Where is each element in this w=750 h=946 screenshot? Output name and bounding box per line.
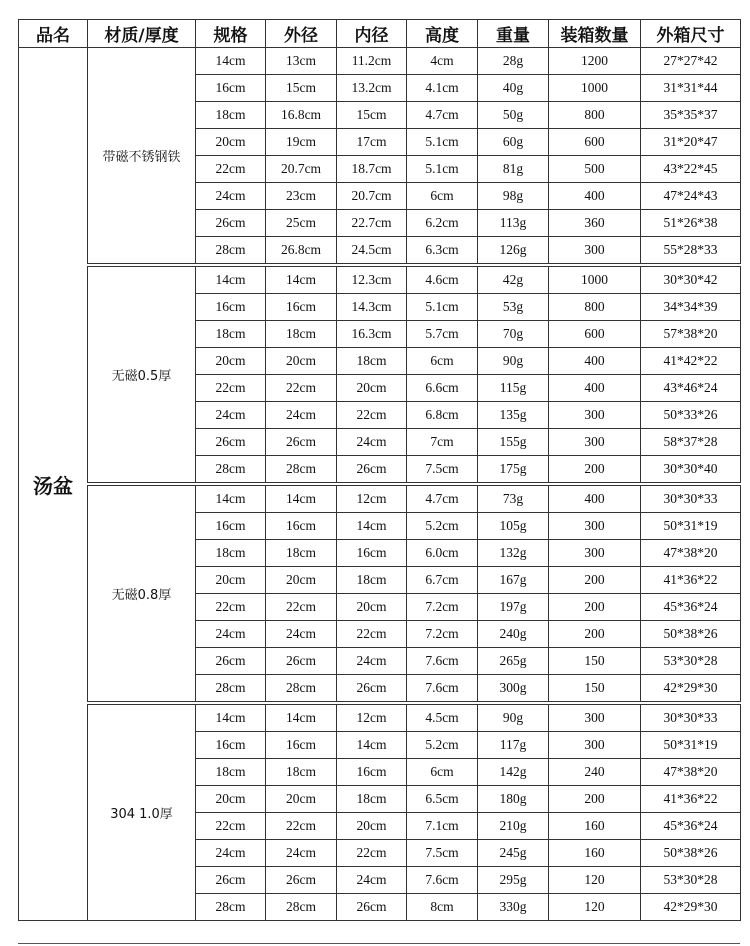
height-cell: 6.3cm	[407, 237, 478, 266]
height-cell: 5.1cm	[407, 294, 478, 321]
weight-cell: 117g	[478, 732, 549, 759]
carton-quantity-cell: 1000	[549, 75, 641, 102]
height-cell: 8cm	[407, 894, 478, 921]
carton-quantity-cell: 150	[549, 675, 641, 704]
inner-diameter-cell: 16cm	[337, 759, 407, 786]
carton-size-cell: 42*29*30	[641, 894, 741, 921]
outer-diameter-cell: 24cm	[266, 621, 337, 648]
inner-diameter-cell: 18cm	[337, 348, 407, 375]
carton-size-cell: 50*38*26	[641, 621, 741, 648]
carton-quantity-cell: 400	[549, 348, 641, 375]
carton-size-cell: 30*30*33	[641, 484, 741, 513]
carton-size-cell: 41*36*22	[641, 567, 741, 594]
carton-quantity-cell: 600	[549, 129, 641, 156]
carton-size-cell: 30*30*40	[641, 456, 741, 485]
outer-diameter-cell: 16cm	[266, 513, 337, 540]
height-cell: 6.0cm	[407, 540, 478, 567]
size-cell: 26cm	[196, 210, 266, 237]
carton-size-cell: 50*31*19	[641, 732, 741, 759]
carton-size-cell: 57*38*20	[641, 321, 741, 348]
header-carton-quantity: 装箱数量	[549, 20, 641, 48]
size-cell: 18cm	[196, 759, 266, 786]
weight-cell: 60g	[478, 129, 549, 156]
height-cell: 7.1cm	[407, 813, 478, 840]
carton-quantity-cell: 150	[549, 648, 641, 675]
carton-quantity-cell: 300	[549, 237, 641, 266]
inner-diameter-cell: 18cm	[337, 567, 407, 594]
inner-diameter-cell: 13.2cm	[337, 75, 407, 102]
outer-diameter-cell: 28cm	[266, 675, 337, 704]
header-carton-size: 外箱尺寸	[641, 20, 741, 48]
carton-size-cell: 51*26*38	[641, 210, 741, 237]
carton-size-cell: 53*30*28	[641, 867, 741, 894]
carton-quantity-cell: 200	[549, 786, 641, 813]
carton-quantity-cell: 160	[549, 840, 641, 867]
size-cell: 22cm	[196, 156, 266, 183]
inner-diameter-cell: 26cm	[337, 894, 407, 921]
carton-quantity-cell: 800	[549, 102, 641, 129]
material-cell: 304 1.0厚	[88, 703, 196, 921]
size-cell: 24cm	[196, 840, 266, 867]
table-row	[19, 265, 741, 294]
size-cell: 28cm	[196, 237, 266, 266]
weight-cell: 28g	[478, 48, 549, 75]
outer-diameter-cell: 22cm	[266, 813, 337, 840]
carton-size-cell: 27*27*42	[641, 48, 741, 75]
header-outer-diameter: 外径	[266, 20, 337, 48]
height-cell: 6.7cm	[407, 567, 478, 594]
height-cell: 7.5cm	[407, 456, 478, 485]
product-spec-table	[18, 19, 741, 921]
weight-cell: 330g	[478, 894, 549, 921]
size-cell: 28cm	[196, 675, 266, 704]
size-cell: 20cm	[196, 786, 266, 813]
outer-diameter-cell: 26cm	[266, 429, 337, 456]
carton-quantity-cell: 500	[549, 156, 641, 183]
outer-diameter-cell: 20cm	[266, 348, 337, 375]
height-cell: 7.6cm	[407, 675, 478, 704]
weight-cell: 142g	[478, 759, 549, 786]
carton-size-cell: 35*35*37	[641, 102, 741, 129]
carton-quantity-cell: 300	[549, 703, 641, 732]
carton-size-cell: 30*30*33	[641, 703, 741, 732]
size-cell: 24cm	[196, 621, 266, 648]
size-cell: 22cm	[196, 813, 266, 840]
inner-diameter-cell: 22.7cm	[337, 210, 407, 237]
inner-diameter-cell: 20cm	[337, 375, 407, 402]
outer-diameter-cell: 26.8cm	[266, 237, 337, 266]
weight-cell: 155g	[478, 429, 549, 456]
height-cell: 5.2cm	[407, 732, 478, 759]
carton-size-cell: 45*36*24	[641, 813, 741, 840]
carton-size-cell: 55*28*33	[641, 237, 741, 266]
weight-cell: 70g	[478, 321, 549, 348]
weight-cell: 50g	[478, 102, 549, 129]
carton-quantity-cell: 200	[549, 567, 641, 594]
outer-diameter-cell: 25cm	[266, 210, 337, 237]
inner-diameter-cell: 20.7cm	[337, 183, 407, 210]
header-row	[19, 20, 741, 48]
weight-cell: 73g	[478, 484, 549, 513]
carton-size-cell: 50*38*26	[641, 840, 741, 867]
outer-diameter-cell: 19cm	[266, 129, 337, 156]
outer-diameter-cell: 20.7cm	[266, 156, 337, 183]
outer-diameter-cell: 14cm	[266, 703, 337, 732]
outer-diameter-cell: 22cm	[266, 594, 337, 621]
carton-quantity-cell: 120	[549, 894, 641, 921]
outer-diameter-cell: 23cm	[266, 183, 337, 210]
outer-diameter-cell: 16cm	[266, 294, 337, 321]
outer-diameter-cell: 18cm	[266, 759, 337, 786]
size-cell: 24cm	[196, 183, 266, 210]
height-cell: 7.6cm	[407, 867, 478, 894]
height-cell: 6.6cm	[407, 375, 478, 402]
inner-diameter-cell: 24.5cm	[337, 237, 407, 266]
size-cell: 14cm	[196, 484, 266, 513]
outer-diameter-cell: 20cm	[266, 567, 337, 594]
inner-diameter-cell: 15cm	[337, 102, 407, 129]
weight-cell: 81g	[478, 156, 549, 183]
outer-diameter-cell: 26cm	[266, 867, 337, 894]
outer-diameter-cell: 20cm	[266, 786, 337, 813]
product-name-cell: 汤盆	[19, 48, 88, 921]
size-cell: 14cm	[196, 265, 266, 294]
carton-size-cell: 53*30*28	[641, 648, 741, 675]
size-cell: 26cm	[196, 867, 266, 894]
height-cell: 7.2cm	[407, 594, 478, 621]
outer-diameter-cell: 24cm	[266, 402, 337, 429]
inner-diameter-cell: 24cm	[337, 648, 407, 675]
outer-diameter-cell: 18cm	[266, 540, 337, 567]
size-cell: 24cm	[196, 402, 266, 429]
outer-diameter-cell: 26cm	[266, 648, 337, 675]
carton-quantity-cell: 200	[549, 456, 641, 485]
carton-size-cell: 58*37*28	[641, 429, 741, 456]
height-cell: 7cm	[407, 429, 478, 456]
carton-quantity-cell: 300	[549, 540, 641, 567]
header-material: 材质/厚度	[88, 20, 196, 48]
carton-quantity-cell: 120	[549, 867, 641, 894]
size-cell: 22cm	[196, 375, 266, 402]
size-cell: 16cm	[196, 75, 266, 102]
weight-cell: 295g	[478, 867, 549, 894]
size-cell: 18cm	[196, 540, 266, 567]
weight-cell: 42g	[478, 265, 549, 294]
table-row	[19, 48, 741, 75]
carton-quantity-cell: 300	[549, 513, 641, 540]
carton-quantity-cell: 200	[549, 621, 641, 648]
inner-diameter-cell: 26cm	[337, 456, 407, 485]
table-row	[19, 484, 741, 513]
header-weight: 重量	[478, 20, 549, 48]
size-cell: 22cm	[196, 594, 266, 621]
weight-cell: 113g	[478, 210, 549, 237]
size-cell: 26cm	[196, 648, 266, 675]
size-cell: 20cm	[196, 129, 266, 156]
inner-diameter-cell: 17cm	[337, 129, 407, 156]
height-cell: 5.7cm	[407, 321, 478, 348]
weight-cell: 90g	[478, 348, 549, 375]
height-cell: 5.1cm	[407, 129, 478, 156]
inner-diameter-cell: 22cm	[337, 402, 407, 429]
height-cell: 6.8cm	[407, 402, 478, 429]
outer-diameter-cell: 18cm	[266, 321, 337, 348]
weight-cell: 126g	[478, 237, 549, 266]
weight-cell: 115g	[478, 375, 549, 402]
size-cell: 14cm	[196, 48, 266, 75]
outer-diameter-cell: 28cm	[266, 894, 337, 921]
height-cell: 6cm	[407, 183, 478, 210]
inner-diameter-cell: 24cm	[337, 867, 407, 894]
material-cell: 带磁不锈钢铁	[88, 48, 196, 266]
weight-cell: 105g	[478, 513, 549, 540]
carton-size-cell: 41*36*22	[641, 786, 741, 813]
size-cell: 16cm	[196, 513, 266, 540]
height-cell: 4.7cm	[407, 102, 478, 129]
inner-diameter-cell: 18cm	[337, 786, 407, 813]
inner-diameter-cell: 12cm	[337, 703, 407, 732]
size-cell: 18cm	[196, 102, 266, 129]
weight-cell: 53g	[478, 294, 549, 321]
carton-quantity-cell: 360	[549, 210, 641, 237]
size-cell: 14cm	[196, 703, 266, 732]
size-cell: 20cm	[196, 348, 266, 375]
material-cell: 无磁0.8厚	[88, 484, 196, 703]
header-height: 高度	[407, 20, 478, 48]
height-cell: 4cm	[407, 48, 478, 75]
carton-quantity-cell: 400	[549, 183, 641, 210]
height-cell: 7.5cm	[407, 840, 478, 867]
carton-size-cell: 31*31*44	[641, 75, 741, 102]
carton-quantity-cell: 160	[549, 813, 641, 840]
carton-size-cell: 47*38*20	[641, 540, 741, 567]
weight-cell: 40g	[478, 75, 549, 102]
header-product-name: 品名	[19, 20, 88, 48]
carton-size-cell: 45*36*24	[641, 594, 741, 621]
inner-diameter-cell: 18.7cm	[337, 156, 407, 183]
carton-quantity-cell: 200	[549, 594, 641, 621]
size-cell: 26cm	[196, 429, 266, 456]
header-inner-diameter: 内径	[337, 20, 407, 48]
inner-diameter-cell: 12cm	[337, 484, 407, 513]
weight-cell: 167g	[478, 567, 549, 594]
carton-size-cell: 34*34*39	[641, 294, 741, 321]
height-cell: 4.7cm	[407, 484, 478, 513]
weight-cell: 210g	[478, 813, 549, 840]
weight-cell: 180g	[478, 786, 549, 813]
height-cell: 4.6cm	[407, 265, 478, 294]
carton-quantity-cell: 300	[549, 732, 641, 759]
inner-diameter-cell: 16.3cm	[337, 321, 407, 348]
height-cell: 6.2cm	[407, 210, 478, 237]
weight-cell: 90g	[478, 703, 549, 732]
bottom-divider	[18, 943, 740, 944]
height-cell: 7.2cm	[407, 621, 478, 648]
weight-cell: 135g	[478, 402, 549, 429]
inner-diameter-cell: 22cm	[337, 840, 407, 867]
carton-size-cell: 30*30*42	[641, 265, 741, 294]
outer-diameter-cell: 16.8cm	[266, 102, 337, 129]
inner-diameter-cell: 24cm	[337, 429, 407, 456]
carton-size-cell: 47*24*43	[641, 183, 741, 210]
size-cell: 16cm	[196, 732, 266, 759]
inner-diameter-cell: 11.2cm	[337, 48, 407, 75]
carton-size-cell: 50*33*26	[641, 402, 741, 429]
carton-size-cell: 47*38*20	[641, 759, 741, 786]
carton-size-cell: 43*22*45	[641, 156, 741, 183]
inner-diameter-cell: 14.3cm	[337, 294, 407, 321]
carton-quantity-cell: 300	[549, 429, 641, 456]
carton-quantity-cell: 800	[549, 294, 641, 321]
weight-cell: 98g	[478, 183, 549, 210]
weight-cell: 175g	[478, 456, 549, 485]
outer-diameter-cell: 24cm	[266, 840, 337, 867]
carton-size-cell: 41*42*22	[641, 348, 741, 375]
outer-diameter-cell: 22cm	[266, 375, 337, 402]
carton-quantity-cell: 400	[549, 375, 641, 402]
outer-diameter-cell: 13cm	[266, 48, 337, 75]
inner-diameter-cell: 20cm	[337, 813, 407, 840]
weight-cell: 240g	[478, 621, 549, 648]
height-cell: 4.1cm	[407, 75, 478, 102]
carton-quantity-cell: 300	[549, 402, 641, 429]
inner-diameter-cell: 16cm	[337, 540, 407, 567]
size-cell: 20cm	[196, 567, 266, 594]
outer-diameter-cell: 14cm	[266, 484, 337, 513]
weight-cell: 197g	[478, 594, 549, 621]
outer-diameter-cell: 14cm	[266, 265, 337, 294]
height-cell: 6.5cm	[407, 786, 478, 813]
inner-diameter-cell: 20cm	[337, 594, 407, 621]
outer-diameter-cell: 28cm	[266, 456, 337, 485]
outer-diameter-cell: 15cm	[266, 75, 337, 102]
height-cell: 7.6cm	[407, 648, 478, 675]
table-row	[19, 703, 741, 732]
table-body	[19, 48, 741, 921]
inner-diameter-cell: 12.3cm	[337, 265, 407, 294]
outer-diameter-cell: 16cm	[266, 732, 337, 759]
carton-size-cell: 43*46*24	[641, 375, 741, 402]
carton-size-cell: 31*20*47	[641, 129, 741, 156]
header-size: 规格	[196, 20, 266, 48]
carton-quantity-cell: 400	[549, 484, 641, 513]
height-cell: 5.2cm	[407, 513, 478, 540]
height-cell: 4.5cm	[407, 703, 478, 732]
carton-size-cell: 50*31*19	[641, 513, 741, 540]
inner-diameter-cell: 22cm	[337, 621, 407, 648]
carton-size-cell: 42*29*30	[641, 675, 741, 704]
carton-quantity-cell: 240	[549, 759, 641, 786]
carton-quantity-cell: 1000	[549, 265, 641, 294]
material-cell: 无磁0.5厚	[88, 265, 196, 484]
size-cell: 18cm	[196, 321, 266, 348]
weight-cell: 245g	[478, 840, 549, 867]
size-cell: 16cm	[196, 294, 266, 321]
height-cell: 5.1cm	[407, 156, 478, 183]
inner-diameter-cell: 14cm	[337, 732, 407, 759]
weight-cell: 132g	[478, 540, 549, 567]
carton-quantity-cell: 600	[549, 321, 641, 348]
size-cell: 28cm	[196, 894, 266, 921]
inner-diameter-cell: 14cm	[337, 513, 407, 540]
weight-cell: 300g	[478, 675, 549, 704]
height-cell: 6cm	[407, 759, 478, 786]
height-cell: 6cm	[407, 348, 478, 375]
size-cell: 28cm	[196, 456, 266, 485]
carton-quantity-cell: 1200	[549, 48, 641, 75]
weight-cell: 265g	[478, 648, 549, 675]
inner-diameter-cell: 26cm	[337, 675, 407, 704]
